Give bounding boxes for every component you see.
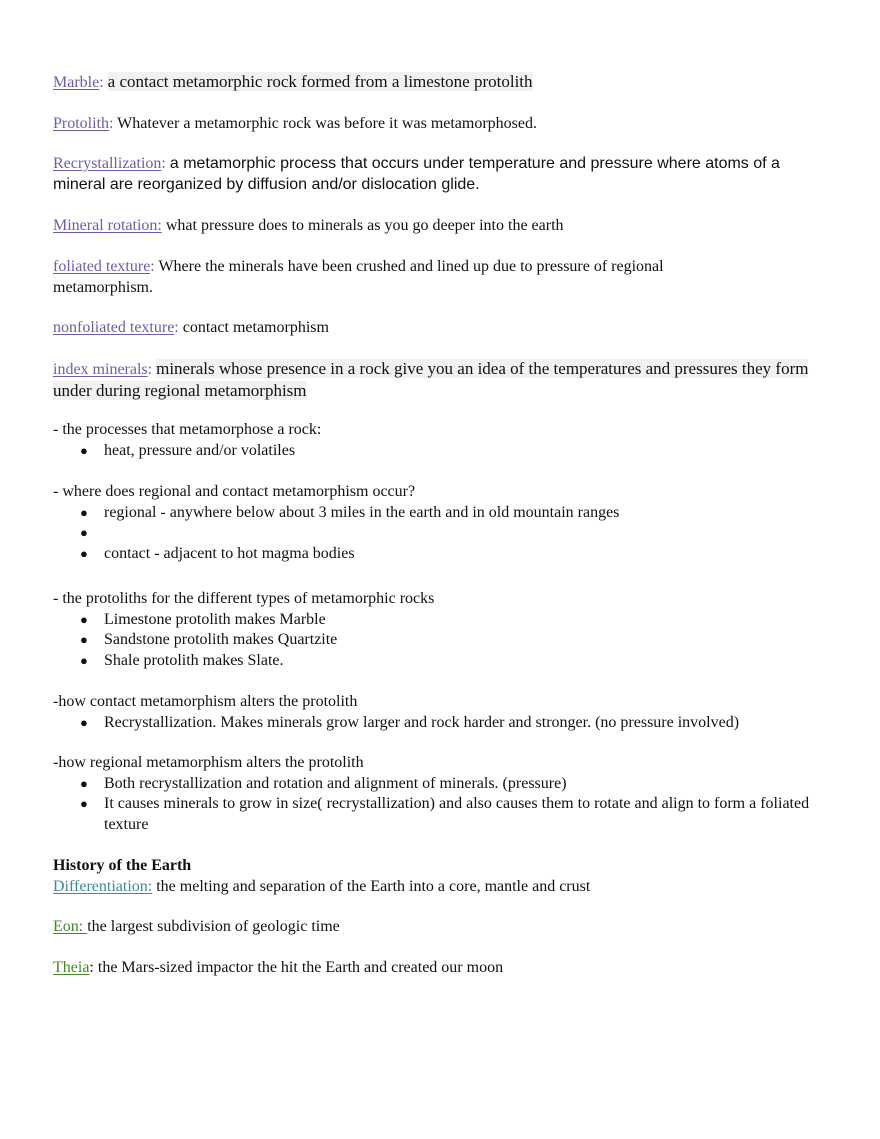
bullet-list <box>53 503 833 565</box>
separator: : <box>174 319 183 336</box>
list-item: ● Sandstone protolith makes Quartzite <box>53 630 833 651</box>
separator: : <box>147 361 157 378</box>
definition-text: contact metamorphism <box>182 319 329 336</box>
term-index-minerals: index minerals <box>53 361 148 378</box>
term-foliated-texture: foliated texture <box>53 258 151 275</box>
list-item: ● It causes minerals to grow in size( recrystallization) and also causes them to rotate and align to form a foliated texture <box>53 794 833 835</box>
term-nonfoliated-texture: nonfoliated texture <box>53 319 175 336</box>
definition-text: what pressure does to minerals as you go deeper into the earth <box>165 217 564 234</box>
list-item <box>53 523 833 544</box>
definition-foliated-texture <box>53 257 733 298</box>
definition-nonfoliated-texture <box>53 318 833 339</box>
question-regional-alters <box>53 753 833 835</box>
bullet-list <box>53 441 833 462</box>
definition-mineral-rotation <box>53 216 833 237</box>
definition-recrystallization <box>53 154 833 195</box>
separator: : <box>161 155 170 172</box>
term-marble: Marble <box>53 74 100 91</box>
separator: : <box>99 74 108 91</box>
definition-protolith <box>53 114 833 135</box>
list-item: ● heat, pressure and/or volatiles <box>53 441 833 462</box>
separator: : <box>89 959 98 976</box>
list-item: ● Recrystallization. Makes minerals grow larger and rock harder and stronger. (no pressure involved) <box>53 713 833 734</box>
definition-text: the Mars-sized impactor the hit the Earth and created our moon <box>97 959 504 976</box>
history-section <box>53 856 833 897</box>
question-processes <box>53 420 833 461</box>
separator: : <box>150 258 159 275</box>
list-item: ● Limestone protolith makes Marble <box>53 610 833 631</box>
term-protolith: Protolith <box>53 115 110 132</box>
term-recrystallization: Recrystallization <box>53 155 162 172</box>
question-contact-alters <box>53 692 833 733</box>
list-item: ● contact - adjacent to hot magma bodies <box>53 544 833 565</box>
definition-eon <box>53 917 833 938</box>
question-heading: - where does regional and contact metamorphism occur? <box>53 483 416 500</box>
bullet-list <box>53 610 833 672</box>
bullet-list <box>53 713 833 734</box>
question-heading: -how contact metamorphism alters the protolith <box>53 693 358 710</box>
separator: : <box>109 115 118 132</box>
definition-differentiation <box>53 877 833 898</box>
definition-text: Where the minerals have been crushed and lined up due to pressure of regional metamorphism. <box>53 258 664 296</box>
term-mineral-rotation: Mineral rotation: <box>53 217 162 234</box>
definition-text: a metamorphic process that occurs under temperature and pressure where atoms of a mineral are reorganized by diffusion and/or dislocation glide. <box>53 155 780 193</box>
definition-text: the largest subdivision of geologic time <box>87 918 340 935</box>
list-item: ● Both recrystallization and rotation and alignment of minerals. (pressure) <box>53 774 833 795</box>
term-theia: Theia <box>53 959 90 976</box>
definition-text: a contact metamorphic rock formed from a limestone protolith <box>107 72 533 91</box>
definition-index-minerals <box>53 359 813 402</box>
definition-theia <box>53 958 833 979</box>
question-protoliths <box>53 589 833 671</box>
definition-text: the melting and separation of the Earth into a core, mantle and crust <box>156 877 591 895</box>
definition-marble <box>53 72 833 94</box>
question-heading: - the protoliths for the different types of metamorphic rocks <box>53 590 435 607</box>
question-heading: - the processes that metamorphose a rock: <box>53 421 322 438</box>
list-item: ● regional - anywhere below about 3 miles in the earth and in old mountain ranges <box>53 503 833 524</box>
definition-text: Whatever a metamorphic rock was before it was metamorphosed. <box>117 115 538 132</box>
term-eon: Eon: <box>53 918 88 935</box>
section-heading: History of the Earth <box>53 857 192 874</box>
list-item: ● Shale protolith makes Slate. <box>53 651 833 672</box>
question-heading: -how regional metamorphism alters the protolith <box>53 754 364 771</box>
bullet-list <box>53 774 833 836</box>
question-where-occur <box>53 482 833 564</box>
definition-text: minerals whose presence in a rock give you an idea of the temperatures and pressures they form under during regional metamorphism <box>53 359 809 400</box>
term-differentiation: Differentiation: <box>53 877 153 895</box>
